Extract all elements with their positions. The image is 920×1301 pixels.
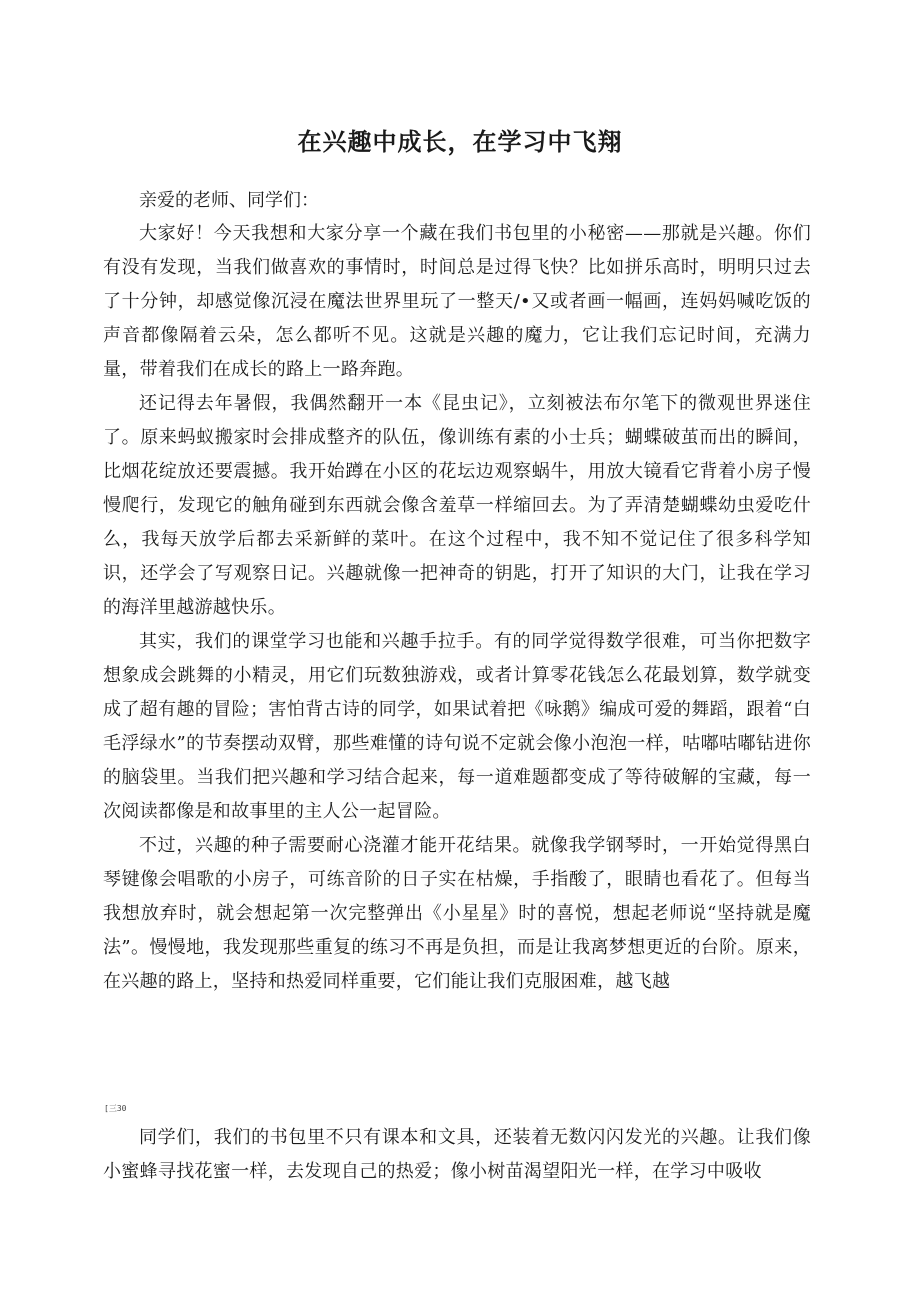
body-text-section: [103, 217, 811, 999]
paragraph: 不过，兴趣的种子需要耐心浇灌才能开花结果。就像我学钢琴时，一开始觉得黑白琴键像会唱歌的小房子，可练音阶的日子实在枯燥，手指酸了，眼睛也看花了。但每当我想放弃时，就会想起第一次完整弹出《小星星》时的喜悦，想起老师说“坚持就是魔法”。慢慢地，我发现那些重复的练习不再是负担，而是让我离梦想更近的台阶。原来，在兴趣的路上，坚持和热爱同样重要，它们能让我们克服困难，越飞越: [103, 835, 811, 992]
body-text-continued: [103, 1121, 811, 1189]
greeting: 亲爱的老师、同学们：: [139, 190, 319, 211]
paragraph: 同学们，我们的书包里不只有课本和文具，还装着无数闪闪发光的兴趣。让我们像小蜜蜂寻找花蜜一样，去发现自己的热爱；像小树苗渴望阳光一样，在学习中吸收: [103, 1127, 811, 1182]
document-title: 在兴趣中成长，在学习中飞翔: [297, 128, 623, 156]
page-marker: [三30: [104, 1104, 127, 1113]
paragraph: 其实，我们的课堂学习也能和兴趣手拉手。有的同学觉得数学很难，可当你把数字想象成会跳舞的小精灵，用它们玩数独游戏，或者计算零花钱怎么花最划算，数学就变成了超有趣的冒险；害怕背古诗的同学，如果试着把《咏鹅》编成可爱的舞蹈，跟着“白毛浮绿水”的节奏摆动双臂，那些难懂的诗句说不定就会像小泡泡一样，咕嘟咕嘟钻进你的脑袋里。当我们把兴趣和学习结合起来，每一道难题都变成了等待破解的宝藏，每一次阅读都像是和故事里的主人公一起冒险。: [103, 631, 811, 822]
paragraph: 还记得去年暑假，我偶然翻开一本《昆虫记》，立刻被法布尔笔下的微观世界迷住了。原来蚂蚁搬家时会排成整齐的队伍，像训练有素的小士兵；蝴蝶破茧而出的瞬间，比烟花绽放还要震撼。我开始蹲在小区的花坛边观察蜗牛，用放大镜看它背着小房子慢慢爬行，发现它的触角碰到东西就会像含羞草一样缩回去。为了弄清楚蝴蝶幼虫爱吃什么，我每天放学后都去采新鲜的菜叶。在这个过程中，我不知不觉记住了很多科学知识，还学会了写观察日记。兴趣就像一把神奇的钥匙，打开了知识的大门，让我在学习的海洋里越游越快乐。: [103, 393, 811, 618]
paragraph: 大家好！今天我想和大家分享一个藏在我们书包里的小秘密——那就是兴趣。你们有没有发现，当我们做喜欢的事情时，时间总是过得飞快？比如拼乐高时，明明只过去了十分钟，却感觉像沉浸在魔法世界里玩了一整天/•又或者画一幅画，连妈妈喊吃饭的声音都像隔着云朵，怎么都听不见。这就是兴趣的魔力，它让我们忘记时间，充满力量，带着我们在成长的路上一路奔跑。: [103, 223, 811, 380]
